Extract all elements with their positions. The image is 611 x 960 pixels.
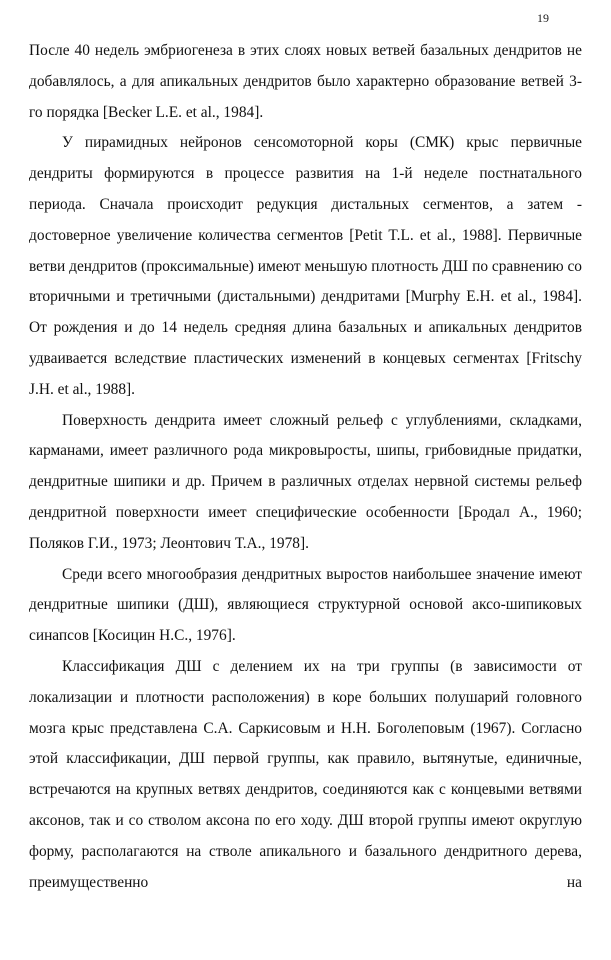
- page-number: 19: [537, 11, 549, 25]
- paragraph-dendritic-spines: Среди всего многообразия дендритных выростов наибольшее значение имеют дендритные шипики (ДШ), являющиеся структурной основой аксо-шипиковых синапсов [Косицин Н.С., 1976].: [29, 565, 582, 645]
- paragraph-spine-classification: Классификация ДШ с делением их на три группы (в зависимости от локализации и плотности расположения) в коре больших полушарий головного мозга крыс представлена С.А. Саркисовым и Н.Н. Боголеповым (1967). Согласно этой классификации, ДШ первой группы, как правило, вытянутые, единичные, встречаются на крупных ветвях дендритов, соединяются как с концевыми ветвями аксонов, так и со стволом аксона по его ходу. ДШ второй группы имеют округлую форму, располагаются на стволе апикального и базального дендритного дерева, преимущественно на: [29, 657, 582, 891]
- body-text: [29, 36, 582, 898]
- paragraph-dendrite-surface: Поверхность дендрита имеет сложный рельеф с углублениями, складками, карманами, имеет различного рода микровыросты, шипы, грибовидные придатки, дендритные шипики и др. Причем в различных отделах нервной системы рельеф дендритной поверхности имеет специфические особенности [Бродал А., 1960; Поляков Г.И., 1973; Леонтович Т.А., 1978].: [29, 411, 582, 552]
- paragraph-pyramidal-neurons: У пирамидных нейронов сенсомоторной коры (СМК) крыс первичные дендриты формируются в процессе развития на 1-й неделе постнатального периода. Сначала происходит редукция дистальных сегментов, а затем - достоверное увеличение количества сегментов [Petit T.L. et al., 1988]. Первичные ветви дендритов (проксимальные) имеют меньшую плотность ДШ по сравнению со вторичными и третичными (дистальными) дендритами [Murphy E.H. et al., 1984]. От рождения и до 14 недель средняя длина базальных и апикальных дендритов удваивается вследствие пластических изменений в концевых сегментах [Fritschy J.H. et al., 1988].: [29, 134, 582, 398]
- paragraph-embryogenesis: После 40 недель эмбриогенеза в этих слоях новых ветвей базальных дендритов не добавлялось, а для апикальных дендритов было характерно образование ветвей 3-го порядка [Becker L.E. et al., 1984].: [29, 42, 582, 121]
